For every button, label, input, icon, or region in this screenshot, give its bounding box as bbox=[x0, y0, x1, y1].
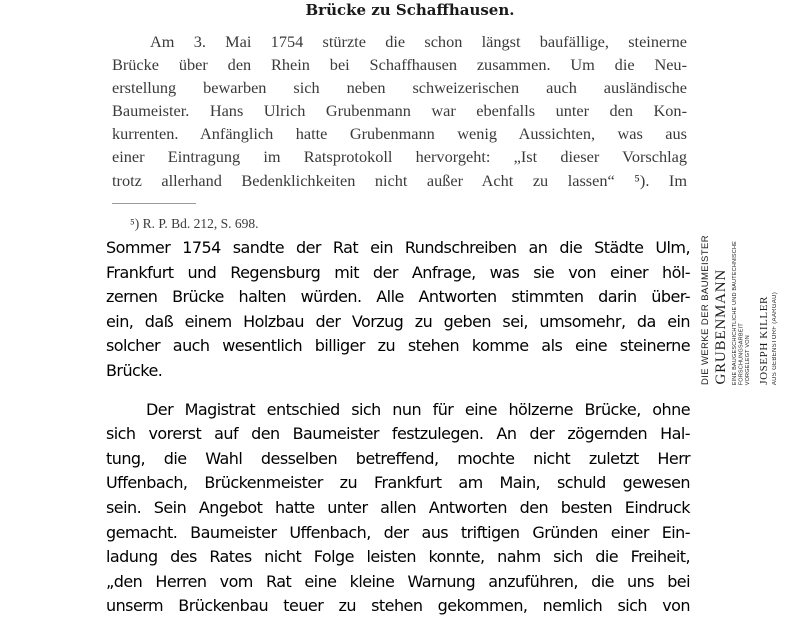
spine-subtitle-line: FORSCHUNGSARBEIT bbox=[738, 322, 745, 385]
spine-subtitle-line: EINE BAUGESCHICHTLICHE UND BAUTECHNISCHE bbox=[732, 240, 738, 385]
text-line: trotz allerhand Bedenklichkeiten nicht außer Acht zu lassen“ ⁵). Im bbox=[112, 170, 687, 190]
footnote: ⁵) R. P. Bd. 212, S. 698. bbox=[130, 216, 259, 231]
text-line: ladung des Rates nicht Folge leisten konnte, nahm sich die Freiheit, bbox=[106, 547, 690, 567]
spine-name: GRUBENMANN bbox=[713, 269, 729, 385]
text-line: Sommer 1754 sandte der Rat ein Rundschreiben an die Städte Ulm, bbox=[106, 238, 690, 257]
spine-series: DIE WERKE DER BAUMEISTER bbox=[700, 234, 711, 385]
text-line: zernen Brücke halten würden. Alle Antworten stimmten darin über- bbox=[106, 287, 690, 307]
text-line: tung, die Wahl desselben betreffend, mochte nicht zuletzt Herr bbox=[106, 448, 690, 468]
text-line: Brücke. bbox=[106, 360, 163, 380]
text-line: Der Magistrat entschied sich nun für eine hölzerne Brücke, ohne bbox=[146, 399, 690, 419]
text-line: sich vorerst auf den Baumeister festzulegen. An der zögernden Hal- bbox=[106, 424, 690, 444]
spine-origin: AUS GEBENSTORF (AARGAU) bbox=[772, 291, 778, 385]
footnote-divider bbox=[112, 203, 196, 204]
text-line: sein. Sein Angebot hatte unter allen Antworten den besten Eindruck bbox=[106, 497, 690, 517]
text-line: erstellung bewarben sich neben schweizerischen auch ausländische bbox=[112, 78, 687, 98]
spine-author: JOSEPH KILLER bbox=[758, 296, 770, 385]
text-line: „den Herren vom Rat eine kleine Warnung anzuführen, die uns bei bbox=[106, 571, 690, 591]
text-line: gemacht. Baumeister Uffenbach, der aus triftigen Gründen einer Ein- bbox=[106, 522, 690, 542]
text-line: Am 3. Mai 1754 stürzte die schon längst baufällige, steinerne bbox=[150, 32, 687, 51]
text-line: Brücke über den Rhein bei Schaffhausen zusammen. Um die Neu- bbox=[112, 55, 687, 75]
paragraph-gap bbox=[106, 384, 690, 398]
spine-subtitle-line: VORGELEGT VON bbox=[745, 334, 751, 385]
lower-text-block bbox=[106, 236, 690, 619]
text-line: solcher auch wesentlich billiger zu stehen komme als eine steinerne bbox=[106, 336, 690, 356]
text-line: Frankfurt und Regensburg mit der Anfrage, was sie von einer höl- bbox=[106, 262, 690, 282]
text-line: Baumeister. Hans Ulrich Grubenmann war ebenfalls unter den Kon- bbox=[112, 101, 687, 121]
spine-subtitle bbox=[732, 241, 752, 385]
text-line: kurrenten. Anfänglich hatte Grubenmann wenig Aussichten, was aus bbox=[112, 124, 687, 144]
text-line: einer Eintragung im Ratsprotokoll hervorgeht: „Ist dieser Vorschlag bbox=[112, 147, 687, 167]
page-title: Brücke zu Schaffhausen. bbox=[305, 1, 515, 19]
text-line: unserm Brückenbau teuer zu stehen gekommen, nemlich sich von bbox=[106, 596, 690, 616]
text-line: ein, daß einem Holzbau der Vorzug zu geben sei, umsomehr, da ein bbox=[106, 311, 690, 331]
book-spine-title bbox=[700, 225, 800, 385]
text-line: Uffenbach, Brückenmeister zu Frankfurt am Main, schuld gewesen bbox=[106, 473, 690, 493]
upper-paragraph bbox=[112, 30, 687, 192]
